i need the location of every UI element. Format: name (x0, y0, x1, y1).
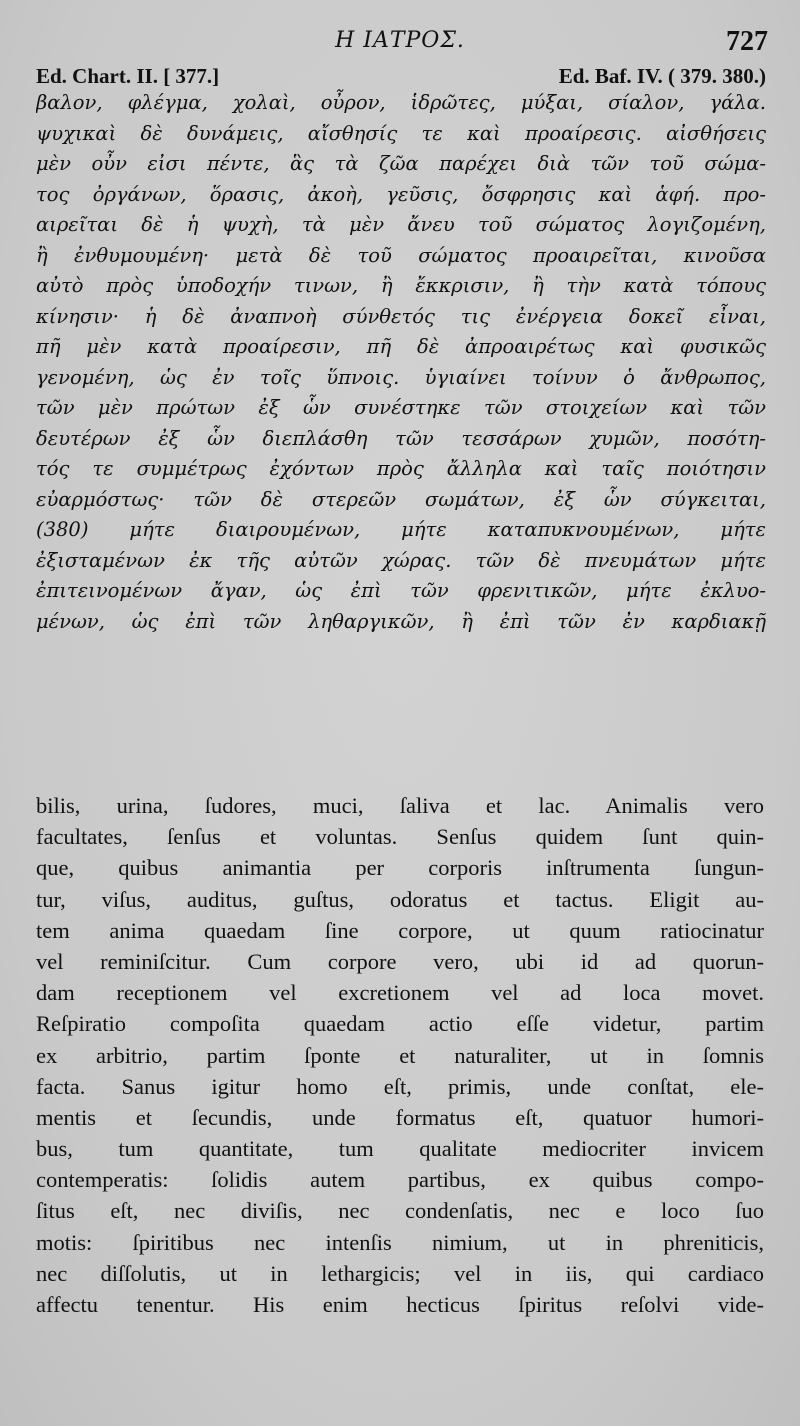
greek-text-line: ἢ ἐνθυμουμένη· μετὰ δὲ τοῦ σώματος προαιρεῖται, κινοῦσα (36, 243, 766, 267)
latin-text-line: ſitus eſt, nec diviſis, nec condenſatis, nec e loco ſuo (36, 1198, 764, 1224)
greek-text-line: βαλον, φλέγμα, χολαὶ, οὖρον, ἱδρῶτες, μύξαι, σίαλον, γάλα. (36, 91, 766, 114)
greek-text-line: τός τε συμμέτρως ἐχόντων πρὸς ἄλληλα καὶ ταῖς ποιότησιν (36, 457, 766, 480)
latin-text-line: vel reminiſcitur. Cum corpore vero, ubi id ad quorun- (36, 948, 764, 974)
greek-text-line: ἐξισταμένων ἐκ τῆς αὐτῶν χώρας. τῶν δὲ πνευμάτων μήτε (36, 548, 766, 572)
latin-text-line: mentis et ſecundis, unde formatus eſt, quatuor humori- (36, 1104, 764, 1130)
latin-text-block (36, 790, 764, 1320)
greek-text-line: γενομένη, ὡς ἐν τοῖς ὕπνοις. ὑγιαίνει τοίνυν ὁ ἄνθρωπος, (36, 365, 766, 389)
latin-text-line: tem anima quaedam ſine corpore, ut quum ratiocinatur (36, 917, 764, 943)
latin-text-line: facultates, ſenſus et voluntas. Senſus quidem ſunt quin- (36, 824, 764, 850)
greek-text-line: ψυχικαὶ δὲ δυνάμεις, αἴσθησίς τε καὶ προαίρεσις. αἰσθήσεις (36, 121, 766, 145)
latin-text-line: tur, viſus, auditus, guſtus, odoratus et tactus. Eligit au- (36, 886, 764, 912)
greek-text-line: μὲν οὖν εἰσι πέντε, ἃς τὰ ζῶα παρέχει διὰ τῶν τοῦ σώμα- (36, 152, 766, 175)
latin-text-line: contemperatis: ſolidis autem partibus, ex quibus compo- (36, 1167, 764, 1193)
page-number: 727 (726, 26, 768, 57)
greek-text-line: μένων, ὡς ἐπὶ τῶν ληθαργικῶν, ἢ ἐπὶ τῶν ἐν καρδιακῇ (36, 609, 766, 633)
greek-text-block (36, 88, 766, 637)
latin-text-line: dam receptionem vel excretionem vel ad loca movet. (36, 980, 764, 1006)
running-title: Η ΙΑΤΡΟΣ. (335, 28, 465, 53)
latin-text-line: affectu tenentur. His enim hecticus ſpiritus reſolvi vide- (36, 1292, 764, 1317)
latin-text-line: motis: ſpiritibus nec intenſis nimium, ut in phreniticis, (36, 1229, 764, 1255)
greek-text-line: τῶν μὲν πρώτων ἐξ ὧν συνέστηκε τῶν στοιχείων καὶ τῶν (36, 396, 766, 419)
edition-reference-chartier: Ed. Chart. II. [ 377.] (36, 64, 220, 88)
greek-text-line: κίνησιν· ἡ δὲ ἀναπνοὴ σύνθετός τις ἐνέργεια δοκεῖ εἶναι, (36, 304, 766, 328)
greek-text-line: ἐπιτεινομένων ἄγαν, ὡς ἐπὶ τῶν φρενιτικῶν, μήτε ἐκλυο- (36, 579, 766, 602)
latin-text-line: bilis, urina, ſudores, muci, ſaliva et lac. Animalis vero (36, 793, 764, 818)
edition-reference-line (36, 64, 766, 90)
greek-text-line: δευτέρων ἐξ ὧν διεπλάσθη τῶν τεσσάρων χυμῶν, ποσότη- (36, 426, 766, 450)
latin-text-line: bus, tum quantitate, tum qualitate mediocriter invicem (36, 1136, 764, 1162)
latin-text-line: Reſpiratio compoſita quaedam actio eſſe videtur, partim (36, 1011, 764, 1037)
running-head (0, 26, 800, 58)
greek-text-line: πῆ μὲν κατὰ προαίρεσιν, πῆ δὲ ἀπροαιρέτως καὶ φυσικῶς (36, 335, 766, 358)
greek-text-line: αιρεῖται δὲ ἡ ψυχὴ, τὰ μὲν ἄνευ τοῦ σώματος λογιζομένη, (36, 213, 766, 236)
latin-text-line: que, quibus animantia per corporis inſtrumenta ſungun- (36, 855, 764, 881)
greek-text-line: εὐαρμόστως· τῶν δὲ στερεῶν σωμάτων, ἐξ ὧν σύγκειται, (36, 487, 766, 511)
greek-text-line: τος ὀργάνων, ὅρασις, ἀκοὴ, γεῦσις, ὄσφρησις καὶ ἁφή. προ- (36, 182, 766, 206)
latin-text-line: nec diſſolutis, ut in lethargicis; vel in iis, qui cardiaco (36, 1260, 764, 1286)
latin-text-line: ex arbitrio, partim ſponte et naturaliter, ut in ſomnis (36, 1042, 764, 1068)
latin-text-line: facta. Sanus igitur homo eſt, primis, unde conſtat, ele- (36, 1073, 764, 1099)
edition-reference-basel: Ed. Baf. IV. ( 379. 380.) (558, 64, 766, 88)
greek-text-line: (380) μήτε διαιρουμένων, μήτε καταπυκνουμένων, μήτε (36, 518, 766, 541)
greek-text-line: αὐτὸ πρὸς ὑποδοχήν τινων, ἢ ἔκκρισιν, ἢ τὴν κατὰ τόπους (36, 274, 766, 297)
